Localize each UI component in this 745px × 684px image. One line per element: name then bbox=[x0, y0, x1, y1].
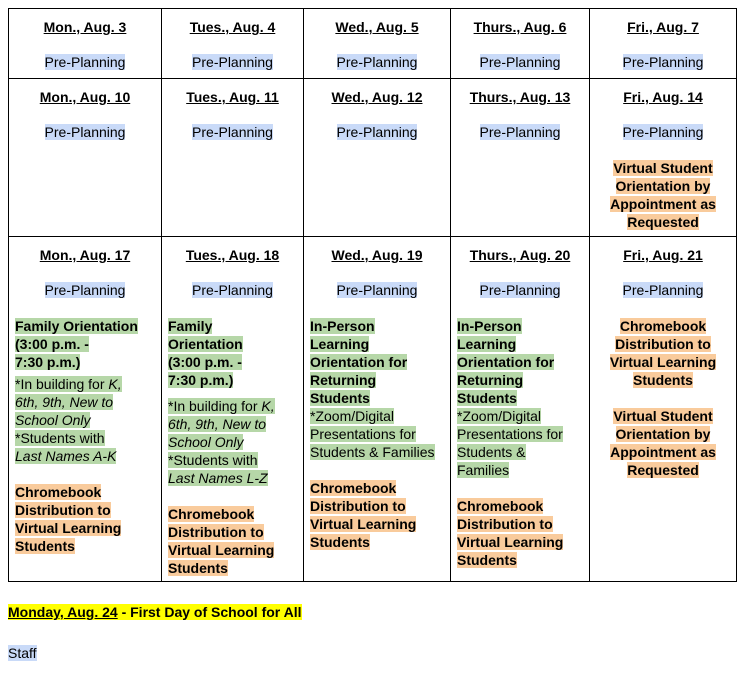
calendar-table bbox=[8, 8, 737, 582]
orientation-details: *In building for K, 6th, 9th, New to School Only *Students with Last Names A-K bbox=[15, 376, 122, 464]
pre-planning-label: Pre-Planning bbox=[192, 54, 273, 70]
day-cell bbox=[590, 237, 737, 582]
week-row bbox=[9, 237, 737, 582]
pre-planning-label: Pre-Planning bbox=[479, 124, 561, 140]
chromebook-distribution-note: Chromebook Distribution to Virtual Learning Students bbox=[457, 498, 564, 568]
pre-planning-label: Pre-Planning bbox=[622, 282, 704, 298]
pre-planning-label: Pre-Planning bbox=[479, 282, 561, 298]
day-heading: Tues., Aug. 11 bbox=[186, 89, 279, 105]
in-person-orientation-note: In-Person Learning Orientation for Returning Students bbox=[310, 318, 408, 406]
day-heading: Fri., Aug. 7 bbox=[627, 19, 699, 35]
day-cell bbox=[590, 79, 737, 237]
orientation-details: *In building for K, 6th, 9th, New to School Only *Students with Last Names L-Z bbox=[168, 398, 275, 486]
pre-planning-label: Pre-Planning bbox=[622, 124, 704, 140]
in-person-orientation-note: In-Person Learning Orientation for Returning Students bbox=[457, 318, 555, 406]
day-heading: Wed., Aug. 19 bbox=[331, 247, 423, 263]
day-cell bbox=[590, 9, 737, 79]
chromebook-distribution-note: Chromebook Distribution to Virtual Learning Students bbox=[310, 480, 417, 550]
chromebook-distribution-note: Chromebook Distribution to Virtual Learning Students bbox=[168, 506, 275, 576]
pre-planning-label: Pre-Planning bbox=[336, 54, 418, 70]
day-cell bbox=[162, 79, 304, 237]
day-heading: Wed., Aug. 5 bbox=[335, 19, 419, 35]
pre-planning-label: Pre-Planning bbox=[192, 282, 273, 298]
pre-planning-label: Pre-Planning bbox=[336, 124, 418, 140]
day-heading: Tues., Aug. 18 bbox=[185, 247, 280, 263]
pre-planning-label: Pre-Planning bbox=[192, 124, 273, 140]
day-heading: Tues., Aug. 4 bbox=[189, 19, 276, 35]
day-heading: Fri., Aug. 14 bbox=[623, 89, 703, 105]
pre-planning-label: Pre-Planning bbox=[44, 54, 126, 70]
day-heading: Mon., Aug. 3 bbox=[43, 19, 127, 35]
week-row bbox=[9, 9, 737, 79]
pre-planning-label: Pre-Planning bbox=[622, 54, 704, 70]
day-cell bbox=[304, 79, 451, 237]
day-cell bbox=[304, 237, 451, 582]
chromebook-distribution-note: Chromebook Distribution to Virtual Learning Students bbox=[15, 484, 122, 554]
day-cell bbox=[9, 9, 162, 79]
first-day-announcement bbox=[8, 604, 302, 620]
day-heading: Thurs., Aug. 20 bbox=[469, 247, 571, 263]
family-orientation-note: Family Orientation (3:00 p.m. - 7:30 p.m.) bbox=[15, 318, 138, 370]
day-cell bbox=[304, 9, 451, 79]
day-cell bbox=[451, 237, 590, 582]
virtual-orientation-note: Virtual Student Orientation by Appointment as Requested bbox=[610, 408, 716, 478]
pre-planning-label: Pre-Planning bbox=[479, 54, 561, 70]
day-cell bbox=[9, 79, 162, 237]
day-heading: Thurs., Aug. 13 bbox=[469, 89, 571, 105]
day-cell bbox=[451, 79, 590, 237]
pre-planning-label: Pre-Planning bbox=[44, 124, 126, 140]
first-day-text: - First Day of School for All bbox=[117, 604, 302, 620]
day-heading: Thurs., Aug. 6 bbox=[473, 19, 567, 35]
staff-note bbox=[8, 645, 37, 661]
first-day-date: Monday, Aug. 24 bbox=[8, 604, 118, 620]
day-heading: Mon., Aug. 17 bbox=[39, 247, 131, 263]
virtual-orientation-note: Virtual Student Orientation by Appointment as Requested bbox=[610, 160, 716, 230]
orientation-details: *Zoom/Digital Presentations for Students & Families bbox=[310, 408, 435, 460]
day-cell bbox=[162, 237, 304, 582]
family-orientation-note: Family Orientation (3:00 p.m. - 7:30 p.m.) bbox=[168, 318, 243, 388]
orientation-details: *Zoom/Digital Presentations for Students & Families bbox=[457, 408, 563, 478]
day-heading: Fri., Aug. 21 bbox=[623, 247, 703, 263]
day-cell bbox=[162, 9, 304, 79]
day-heading: Mon., Aug. 10 bbox=[39, 89, 131, 105]
day-heading: Wed., Aug. 12 bbox=[331, 89, 423, 105]
day-cell bbox=[9, 237, 162, 582]
pre-planning-label: Pre-Planning bbox=[336, 282, 418, 298]
chromebook-distribution-note: Chromebook Distribution to Virtual Learning Students bbox=[609, 318, 717, 388]
week-row bbox=[9, 79, 737, 237]
day-cell bbox=[451, 9, 590, 79]
staff-label: Staff bbox=[8, 645, 37, 661]
pre-planning-label: Pre-Planning bbox=[44, 282, 126, 298]
